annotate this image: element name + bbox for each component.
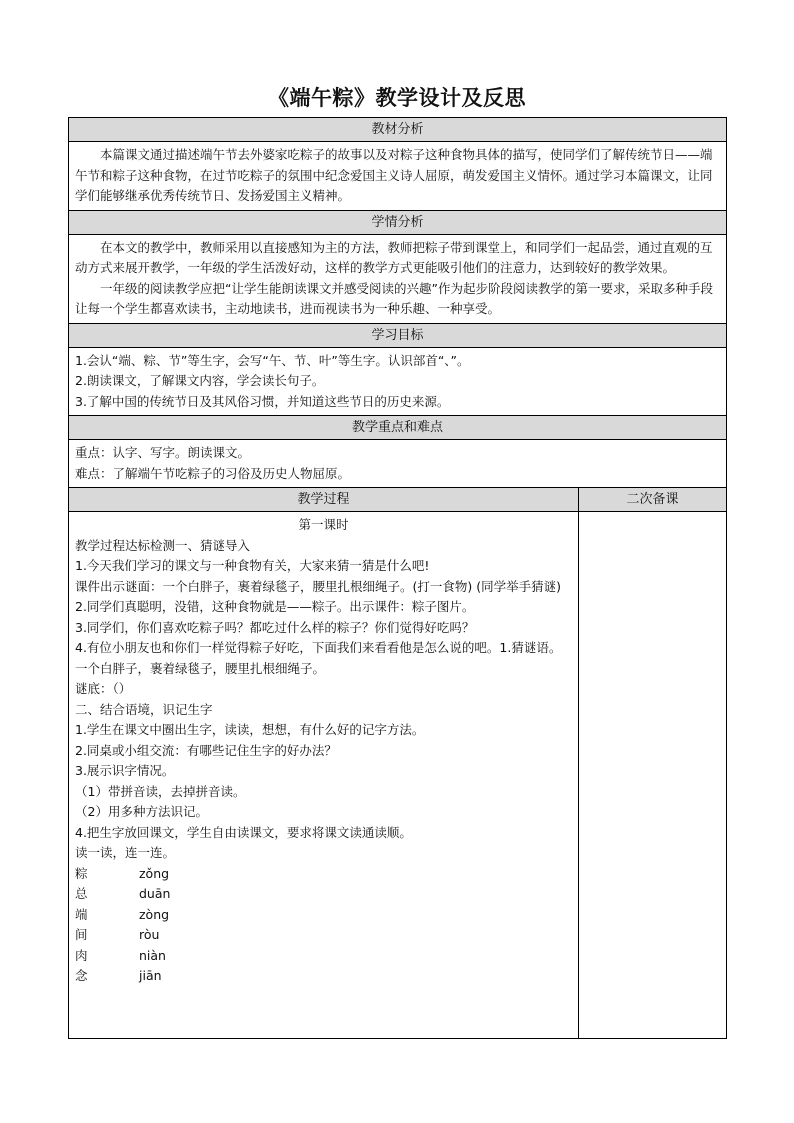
process-line: 4.把生字放回课文，学生自由读课文，要求将课文读通读顺。: [75, 824, 412, 840]
process-line: 二、结合语境，识记生字: [75, 701, 213, 717]
learner-analysis-header: 学情分析: [69, 210, 727, 234]
char-pinyin-pair: [75, 864, 572, 885]
process-line: 一个白胖子，裹着绿毯子，腰里扎根细绳子。: [75, 660, 326, 676]
pair-pinyin: jiān: [139, 968, 162, 983]
pair-char: 间: [75, 927, 88, 942]
pair-char: 总: [75, 886, 88, 901]
pair-char: 肉: [75, 947, 88, 963]
key-points-body: [69, 440, 727, 488]
process-line: （2）用多种方法识记。: [75, 804, 208, 819]
textbook-analysis-body: [69, 142, 727, 211]
objectives-body: [69, 347, 727, 416]
objective-item: 2.朗读课文，了解课文内容，学会读长句子。: [75, 373, 325, 388]
second-prep-header: 二次备课: [579, 488, 727, 512]
pair-pinyin: ròu: [139, 927, 160, 942]
process-line: （1）带拼音读，去掉拼音读。: [75, 783, 246, 799]
objective-item: 3.了解中国的传统节日及其风俗习惯，并知道这些节日的历史来源。: [75, 393, 450, 409]
document-title: 《端午粽》教学设计及反思: [268, 86, 526, 110]
process-line: 1.学生在课文中圈出生字，读读，想想，有什么好的记字方法。: [75, 722, 425, 737]
second-prep-body: [579, 512, 727, 1039]
learner-analysis-paragraph: 在本文的教学中，教师采用以直接感知为主的方法，教师把粽子带到课堂上，和同学们一起品尝，通过直观的互动方式来展开教学，一年级的学生活泼好动，这样的教学方式更能吸引他们的注意力，达到较好的教学效果。: [75, 239, 713, 275]
process-line: 4.有位小朋友也和你们一样觉得粽子好吃，下面我们来看看他是怎么说的吧。1.猜谜语。: [75, 640, 562, 655]
char-pinyin-pair: [75, 966, 572, 987]
textbook-analysis-paragraph: 本篇课文通过描述端午节去外婆家吃粽子的故事以及对粽子这种食物具体的描写，使同学们了解传统节日——端午节和粽子这种食物，在过节吃粽子的氛围中纪念爱国主义诗人屈原，萌发爱国主义情怀。通过学习本篇课文，让同学们能够继承优秀传统节日、发扬爱国主义精神。: [75, 147, 713, 203]
process-line: 2.同桌或小组交流：有哪些记住生字的好办法？: [75, 742, 337, 758]
pair-char: 粽: [75, 865, 88, 881]
pair-pinyin: zǒng: [139, 865, 170, 881]
process-line: 2.同学们真聪明，没错，这种食物就是——粽子。出示课件：粽子图片。: [75, 599, 475, 614]
char-pinyin-pair: [75, 946, 572, 967]
textbook-analysis-header: 教材分析: [69, 118, 727, 142]
process-line: 教学过程达标检测一、猜谜导入: [75, 537, 251, 553]
objectives-header: 学习目标: [69, 323, 727, 347]
process-line: 课件出示谜面：一个白胖子，裹着绿毯子，腰里扎根细绳子。(打一食物) (同学举手猜谜): [75, 578, 561, 594]
process-body: [69, 512, 579, 1039]
process-line: 谜底：（）: [75, 681, 132, 696]
pair-char: 念: [75, 968, 88, 983]
char-pinyin-pair: [75, 905, 572, 926]
key-points-header: 教学重点和难点: [69, 416, 727, 440]
learner-analysis-body: [69, 234, 727, 323]
lesson-plan-table: [68, 117, 727, 1039]
key-point-item: 重点：认字、写字。朗读课文。: [75, 445, 251, 460]
objective-item: 1.会认“端、粽、节”等生字，会写“午、节、叶”等生字。认识部首“、”。: [75, 352, 470, 368]
process-line: 读一读，连一连。: [75, 845, 176, 860]
pair-pinyin: niàn: [139, 947, 166, 963]
char-pinyin-pair: [75, 884, 572, 905]
pair-pinyin: duān: [139, 886, 171, 901]
process-line: 1.今天我们学习的课文与一种食物有关，大家来猜一猜是什么吧!: [75, 558, 430, 573]
process-line: 3.同学们，你们喜欢吃粽子吗？都吃过什么样的粽子？你们觉得好吃吗？: [75, 619, 475, 635]
difficulty-item: 难点：了解端午节吃粽子的习俗及历史人物屈原。: [75, 465, 351, 481]
pair-char: 端: [75, 906, 88, 922]
session-title: 第一课时: [298, 517, 349, 532]
char-pinyin-pair: [75, 925, 572, 946]
pair-pinyin: zòng: [139, 906, 170, 922]
process-line: 3.展示识字情况。: [75, 763, 175, 778]
process-header: 教学过程: [69, 488, 579, 512]
learner-analysis-paragraph: 一年级的阅读教学应把“让学生能朗读课文并感受阅读的兴趣”作为起步阶段阅读教学的第一要求，采取多种手段让每一个学生都喜欢读书，主动地读书，进而视读书为一种乐趣、一种享受。: [75, 280, 713, 316]
